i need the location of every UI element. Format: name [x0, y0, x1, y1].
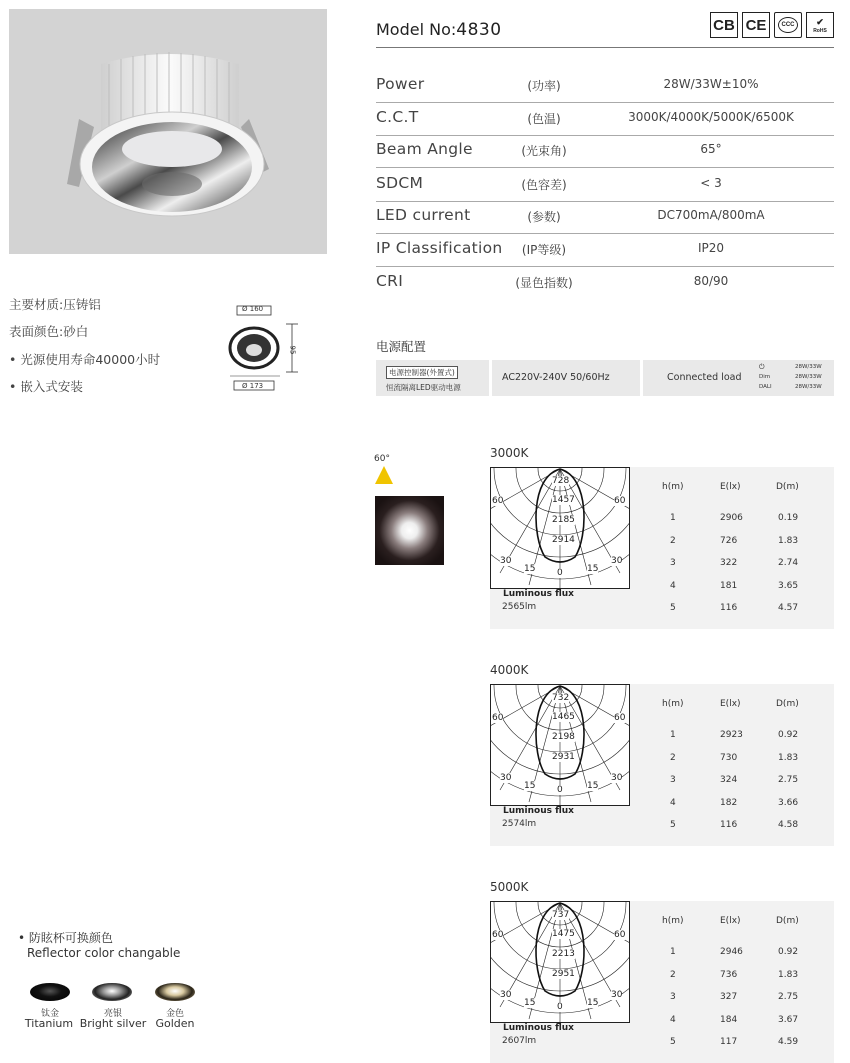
downlight-illustration	[9, 9, 327, 254]
table-cell: 181	[720, 580, 738, 591]
ring-label: 2931	[552, 752, 575, 762]
power-config-title: 电源配置	[376, 339, 427, 354]
angle-label: 60	[492, 496, 504, 506]
input-voltage-box: AC220V-240V 50/60Hz	[492, 360, 640, 396]
table-cell: 3.66	[778, 797, 799, 808]
beam-spot-image	[375, 496, 444, 565]
table-cell: 324	[720, 775, 738, 785]
table-cell: 2.75	[778, 775, 799, 785]
angle-label: 0	[557, 785, 563, 795]
table-cell: 3	[670, 558, 676, 568]
beam-angle-label: 60°	[374, 454, 390, 464]
luminous-flux-value: 2574lm	[502, 819, 537, 829]
spec-row-cri: CRI (显色指数) 80/90	[376, 272, 729, 290]
table-cell: 4.57	[778, 603, 799, 613]
angle-label: 15	[524, 998, 536, 1008]
spec-row-ip: IP Classification (IP等级) IP20	[376, 234, 834, 267]
angle-label: 30	[611, 990, 623, 1000]
ring-label: 737	[552, 910, 570, 920]
luminous-flux-label: Luminous flux	[503, 589, 574, 599]
ce-cert-icon: CE	[742, 12, 770, 38]
table-cell: 1.83	[778, 969, 799, 980]
model-value: 4830	[456, 20, 502, 40]
angle-label: 60	[492, 713, 504, 723]
table-cell: 184	[720, 1014, 738, 1025]
angle-label: 0	[557, 568, 563, 578]
golden-en: Golden	[155, 1017, 195, 1030]
driver-box: 电源控制器(外置式) 恒流隔离LED驱动电源	[376, 360, 489, 396]
table-cell: 4	[670, 580, 676, 591]
table-cell: 327	[720, 992, 738, 1002]
angle-label: 30	[500, 773, 512, 783]
table-cell: 3.67	[778, 1014, 799, 1025]
ring-label: 2914	[552, 535, 575, 545]
table-header: D(m)	[776, 916, 799, 926]
spec-row-power: Power (功率) 28W/33W±10%	[376, 70, 834, 103]
table-cell: 3	[670, 992, 676, 1002]
table-cell: 2	[670, 969, 676, 980]
angle-label: 60	[614, 496, 626, 506]
table-cell: 2906	[720, 513, 743, 523]
spec-row-sdcm: SDCM (色容差) < 3	[376, 169, 834, 202]
table-cell: 182	[720, 797, 738, 808]
header-rule	[376, 47, 834, 48]
reflector-subtitle: Reflector color changable	[27, 946, 181, 960]
dimension-bottom: Ø 173	[242, 382, 264, 390]
table-cell: 726	[720, 535, 738, 546]
ring-label: 2185	[552, 515, 575, 525]
luminous-flux-value: 2565lm	[502, 602, 537, 612]
table-cell: 2.75	[778, 992, 799, 1002]
table-cell: 0.92	[778, 730, 799, 740]
ring-label: 2198	[552, 732, 575, 742]
table-cell: 116	[720, 820, 738, 830]
table-cell: 2923	[720, 730, 743, 740]
angle-label: 60	[614, 713, 626, 723]
table-cell: 4	[670, 797, 676, 808]
table-header: D(m)	[776, 699, 799, 709]
table-cell: 2	[670, 535, 676, 546]
warning-triangle-icon	[375, 466, 393, 484]
titanium-en: Titanium	[24, 1017, 74, 1030]
material-line-1: 主要材质:压铸铝	[9, 297, 101, 312]
ring-label: 1465	[552, 712, 575, 722]
ring-label: 2213	[552, 949, 575, 959]
table-cell: 2.74	[778, 558, 799, 568]
bright-silver-cn: 亮银	[103, 1009, 122, 1019]
rohs-cert-icon: ✔ RoHS	[806, 12, 834, 38]
table-cell: 5	[670, 820, 676, 830]
table-cell: 1	[670, 947, 676, 957]
table-cell: 736	[720, 969, 738, 980]
model-label: Model No:	[376, 20, 457, 39]
table-cell: 116	[720, 603, 738, 613]
table-cell: 2946	[720, 947, 743, 957]
table-cell: 0.92	[778, 947, 799, 957]
table-cell: 3	[670, 775, 676, 785]
table-cell: 3.65	[778, 580, 799, 591]
product-photo	[9, 9, 327, 254]
cct-label: 3000K	[490, 446, 529, 460]
table-cell: 4	[670, 1014, 676, 1025]
material-line-3: • 光源使用寿命40000小时	[9, 352, 161, 367]
reflector-title: • 防眩杯可换颜色	[18, 931, 113, 945]
titanium-swatch	[30, 983, 70, 1001]
model-number	[376, 20, 502, 40]
table-cell: 730	[720, 752, 738, 763]
table-cell: 5	[670, 1037, 676, 1047]
ring-label: 1475	[552, 929, 575, 939]
angle-label: 15	[524, 564, 536, 574]
spec-row-led-current: LED current (参数) DC700mA/800mA	[376, 201, 834, 234]
angle-label: 30	[611, 773, 623, 783]
cb-cert-icon: CB	[710, 12, 738, 38]
angle-label: 15	[587, 564, 599, 574]
golden-swatch	[155, 983, 195, 1001]
ring-label: 728	[552, 476, 570, 486]
table-cell: 117	[720, 1037, 738, 1047]
spec-row-beam-angle: Beam Angle (光束角) 65°	[376, 135, 834, 168]
table-cell: 2	[670, 752, 676, 763]
cct-label: 4000K	[490, 663, 529, 677]
table-cell: 0.19	[778, 513, 799, 523]
table-cell: 1	[670, 513, 676, 523]
golden-cn: 金色	[165, 1009, 184, 1019]
table-cell: 4.58	[778, 820, 799, 830]
table-header: E(lx)	[720, 482, 741, 492]
luminous-flux-label: Luminous flux	[503, 1023, 574, 1033]
table-header: E(lx)	[720, 916, 741, 926]
ring-label: 2951	[552, 969, 575, 979]
angle-label: 15	[524, 781, 536, 791]
bright-silver-en: Bright silver	[79, 1017, 147, 1030]
material-line-2: 表面颜色:砂白	[9, 324, 89, 339]
connected-load-box: Connected load ⏻ Dim DALI 28W/33W 28W/33W 28W/33W	[643, 360, 834, 396]
titanium-cn: 钛金	[40, 1009, 59, 1019]
angle-label: 15	[587, 998, 599, 1008]
table-cell: 1	[670, 730, 676, 740]
angle-label: 60	[614, 930, 626, 940]
table-cell: 5	[670, 603, 676, 613]
bright-silver-swatch	[92, 983, 132, 1001]
table-cell: 1.83	[778, 535, 799, 546]
angle-label: 30	[500, 990, 512, 1000]
ring-label: 1457	[552, 495, 575, 505]
spec-row-cct: C.C.T (色温) 3000K/4000K/5000K/6500K	[376, 103, 834, 136]
angle-label: 60	[492, 930, 504, 940]
dimension-top: Ø 160	[242, 305, 264, 313]
table-header: h(m)	[662, 699, 684, 709]
table-header: D(m)	[776, 482, 799, 492]
table-cell: 322	[720, 558, 738, 568]
luminous-flux-value: 2607lm	[502, 1036, 537, 1046]
angle-label: 30	[611, 556, 623, 566]
table-header: h(m)	[662, 482, 684, 492]
power-symbol-icon: ⏻	[759, 363, 765, 371]
luminous-flux-label: Luminous flux	[503, 806, 574, 816]
table-header: h(m)	[662, 916, 684, 926]
material-line-4: • 嵌入式安装	[9, 379, 83, 394]
table-cell: 1.83	[778, 752, 799, 763]
dimension-height: 95	[288, 345, 297, 355]
ring-label: 732	[552, 693, 570, 703]
table-cell: 4.59	[778, 1037, 799, 1047]
angle-label: 0	[557, 1002, 563, 1012]
table-header: E(lx)	[720, 699, 741, 709]
ccc-cert-icon: CCC	[774, 12, 802, 38]
cct-label: 5000K	[490, 880, 529, 894]
angle-label: 30	[500, 556, 512, 566]
angle-label: 15	[587, 781, 599, 791]
